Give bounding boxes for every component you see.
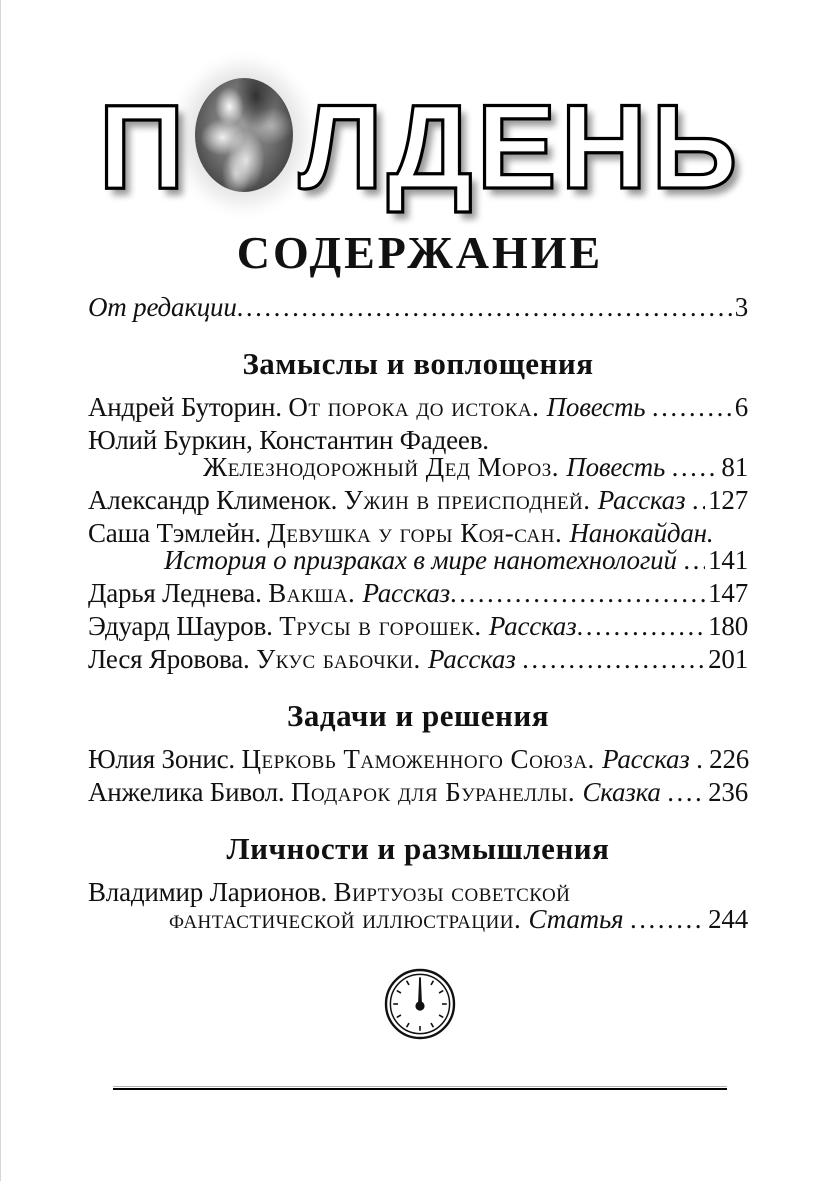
entry-text	[164, 547, 683, 574]
toc-line	[88, 394, 748, 421]
page-number: 226	[709, 744, 750, 774]
toc-section	[88, 347, 748, 673]
page-number: 147	[708, 578, 748, 608]
dot-leader	[652, 394, 732, 421]
dot-leader	[692, 487, 705, 514]
page-number: 3	[734, 292, 748, 322]
front-matter-label: От редакции	[88, 292, 237, 322]
toc-line	[88, 646, 748, 673]
toc-entry	[88, 746, 748, 773]
toc-entry	[88, 613, 748, 640]
text-segment: Рассказ	[362, 578, 451, 608]
text-segment: Эдуард Шауров.	[88, 611, 280, 641]
text-segment: Рассказ	[597, 485, 692, 515]
dot-leader	[237, 294, 732, 321]
toc-entry	[88, 520, 748, 574]
toc-line	[88, 580, 748, 607]
toc-entry	[88, 779, 748, 806]
toc-entry	[88, 580, 748, 607]
page-number: 236	[708, 777, 748, 807]
toc-line	[88, 427, 748, 454]
footer-rule	[113, 1086, 727, 1090]
text-segment: От порока до истока.	[288, 392, 547, 422]
text-segment: Дарья Леднева.	[88, 578, 269, 608]
front-matter-entry	[88, 294, 748, 321]
toc-entry	[88, 879, 748, 933]
page-number: 81	[721, 452, 748, 482]
footer-clock	[1, 966, 839, 1042]
toc-line	[88, 906, 748, 933]
text-segment: Рассказ	[428, 644, 523, 674]
dot-leader	[672, 454, 719, 481]
toc-entry	[88, 646, 748, 673]
toc-line	[88, 746, 748, 773]
toc-line	[88, 613, 748, 640]
text-segment: Церковь Таможенного Союза.	[241, 744, 603, 774]
dot-leader	[450, 580, 705, 607]
text-segment: Саша Тэмлейн.	[88, 518, 268, 548]
text-segment: История о призраках в мире нанотехнологий	[164, 545, 684, 575]
entry-text	[88, 746, 696, 773]
text-segment: Укус бабочки.	[256, 644, 429, 674]
text-segment: Повесть	[546, 392, 652, 422]
toc-line	[88, 520, 748, 547]
text-segment: Сказка	[582, 777, 668, 807]
text-segment: Вакша.	[268, 578, 363, 608]
text-segment: Андрей Буторин.	[88, 392, 289, 422]
dot-leader	[683, 547, 705, 574]
noon-clock-icon	[382, 966, 458, 1042]
dot-leader	[667, 779, 705, 806]
page-number: 6	[734, 392, 748, 422]
text-segment: Юлий Буркин, Константин Фадеев.	[88, 425, 489, 455]
section-heading: Замыслы и воплощения	[242, 346, 594, 381]
page-number: 244	[708, 904, 748, 934]
entry-text	[88, 879, 570, 906]
text-segment: Рассказ	[602, 744, 697, 774]
toc-sections	[88, 347, 748, 933]
toc-line	[88, 487, 748, 514]
dot-leader	[576, 613, 705, 640]
toc-entry	[88, 487, 748, 514]
text-segment: Леся Яровова.	[88, 644, 257, 674]
toc	[1, 294, 839, 933]
text-segment: Нанокайдан.	[569, 518, 714, 548]
page-number: 141	[708, 545, 748, 575]
page-number: 180	[708, 611, 748, 641]
text-segment: Анжелика Бивол.	[88, 777, 292, 807]
text-segment: Девушка у горы Коя-сан.	[267, 518, 570, 548]
toc-section	[88, 699, 748, 806]
text-segment: фантастической иллюстрации.	[169, 904, 529, 934]
entry-text	[88, 779, 667, 806]
page-number: 127	[708, 485, 748, 515]
section-heading: Задачи и решения	[287, 698, 549, 733]
dot-leader	[696, 746, 706, 773]
text-segment: Виртуозы советской	[333, 877, 571, 907]
text-segment: Владимир Ларионов.	[88, 877, 334, 907]
entry-text	[203, 454, 672, 481]
entry-text	[88, 520, 713, 547]
clock-center-dot	[415, 1001, 424, 1010]
contents-title: СОДЕРЖАНИЕ	[236, 227, 604, 278]
text-segment: Подарок для Буранеллы.	[291, 777, 583, 807]
toc-section	[88, 832, 748, 933]
toc-line	[88, 779, 748, 806]
earth-globe-image	[195, 78, 293, 192]
entry-text	[88, 487, 692, 514]
page-number: 201	[708, 644, 748, 674]
section-heading: Личности и размышления	[226, 831, 610, 866]
entry-text	[88, 427, 489, 454]
entry-text	[88, 646, 522, 673]
text-segment: Александр Клименок.	[88, 485, 344, 515]
entry-text	[88, 394, 652, 421]
logo-text-post: ЛДЕНЬ	[298, 80, 742, 214]
entry-text	[169, 906, 630, 933]
text-segment: Железнодорожный Дед Мороз.	[203, 452, 567, 482]
toc-entry	[88, 427, 748, 481]
text-segment: Повесть	[566, 452, 672, 482]
text-segment: Ужин в преисподней.	[343, 485, 598, 515]
toc-entry	[88, 394, 748, 421]
toc-line	[88, 547, 748, 574]
entry-text	[88, 580, 450, 607]
logo-text-pre: П	[98, 80, 189, 214]
text-segment: Рассказ	[488, 611, 577, 641]
entry-text	[88, 613, 576, 640]
dot-leader	[522, 646, 705, 673]
dot-leader	[630, 906, 705, 933]
text-segment: Статья	[528, 904, 630, 934]
toc-line	[88, 454, 748, 481]
toc-line	[88, 879, 748, 906]
magazine-logo	[1, 56, 839, 214]
text-segment: Трусы в горошек.	[279, 611, 489, 641]
text-segment: Юлия Зонис.	[88, 744, 242, 774]
